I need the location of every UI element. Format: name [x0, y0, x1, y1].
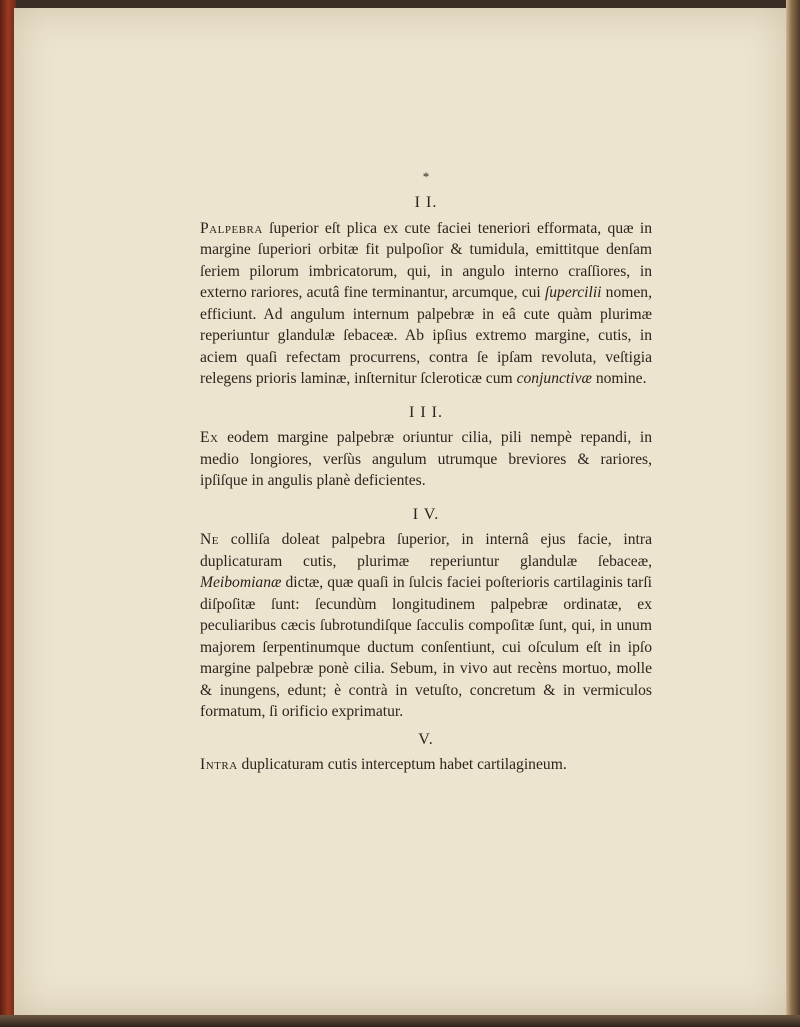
book-edge-right: [786, 0, 800, 1027]
section-text-3a: eodem margine palpebræ oriuntur cilia, pili nempè repandi, in medio longiores, verſùs angulum utrumque breviores & rariores, ipſiſque in angulis planè deficientes.: [200, 429, 652, 489]
page-text-block: [200, 168, 652, 776]
section-italic-2a: ſupercilii: [544, 284, 602, 301]
section-text-4b: dictæ, quæ quaſi in ſulcis faciei poſterioris cartilaginis tarſi diſpoſitæ ſunt: ſecundùm longitudinem palpebræ ordinatæ, ex peculiaribus cæcis ſubrotundiſque ſacculis compoſitæ ſunt, qui, in unum majorem ſerpentinumque ductum conſentiunt, cui oſculum eſt in ipſo margine palpebræ ponè cilia. Sebum, in vivo aut recèns mortuo, molle & inungens, edunt; è contrà in vetuſto, concretum & in vermiculos formatum, ſi orificio exprimatur.: [200, 574, 652, 720]
section-lead-word-3: Ex: [200, 429, 219, 446]
section-italic-2b: conjunctivæ: [516, 370, 592, 387]
section-heading-5: V.: [418, 730, 434, 748]
section-heading-2: I I.: [414, 194, 438, 211]
section-paragraph-4: [200, 529, 652, 723]
section-italic-4a: Meibomianæ: [200, 574, 282, 591]
book-edge-bottom: [0, 1015, 800, 1027]
section-text-2b: nomen, efficiunt. Ad angulum internum palpebræ in eâ cute quàm plurimæ reperiuntur glandulæ ſebaceæ. Ab ipſius extremo margine, cutis, in aciem quaſi refectam procurrens, contra ſe ipſam revoluta, veſtigia relegens prioris laminæ, inſternitur ſcleroticæ cum: [200, 284, 652, 387]
section-lead-word-2: Palpebra: [200, 219, 263, 237]
section-lead-word-4: Ne: [200, 531, 219, 548]
section-text-4a: colliſa doleat palpebra ſuperior, in internâ ejus facie, intra duplicaturam cutis, plurimæ reperiuntur glandulæ ſebaceæ,: [200, 531, 652, 570]
section-paragraph-5: [200, 754, 652, 776]
section-text-5a: duplicaturam cutis interceptum habet cartilagineum.: [237, 756, 567, 773]
section-heading-4: I V.: [412, 505, 440, 523]
section-text-2a: ſuperior eſt plica ex cute faciei teneriori efformata, quæ in margine ſuperiori orbitæ fit pulpoſior & tumidula, emittitque denſam ſeriem pilorum imbricatorum, qui, in angulo interno craſſiores, in externo rariores, acutâ fine terminantur, arcumque, cui: [200, 219, 652, 301]
page-ornament-mark: *: [422, 169, 430, 184]
section-paragraph-3: [200, 427, 652, 492]
section-heading-3: I I I.: [409, 403, 443, 421]
section-lead-word-5: Intra: [200, 756, 238, 773]
section-text-2c: nomine.: [591, 370, 647, 387]
section-paragraph-2: [200, 218, 652, 390]
